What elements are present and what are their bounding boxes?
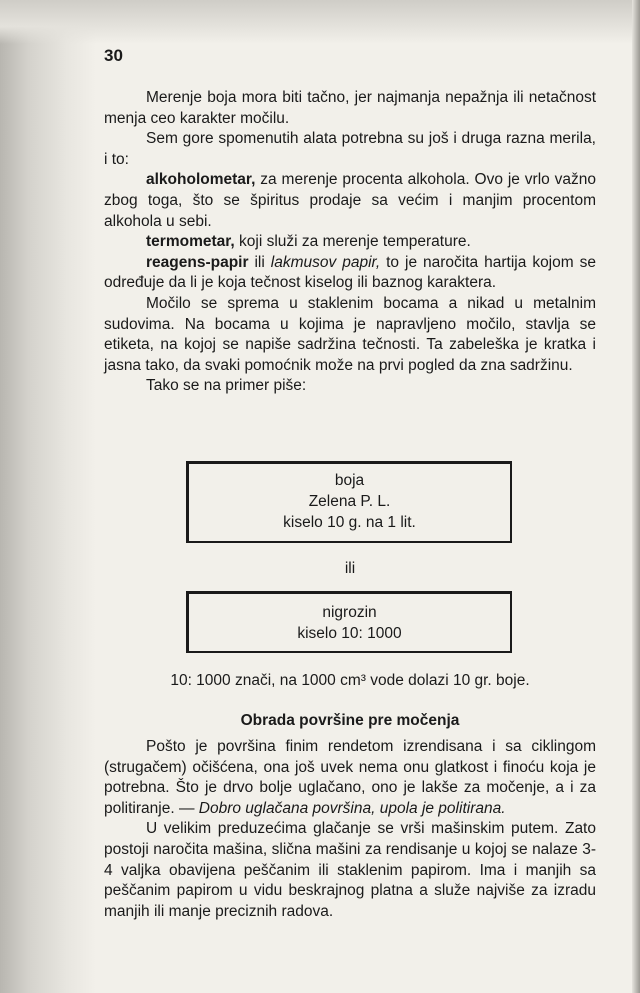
connector: ili <box>248 253 271 271</box>
term-alternate: lakmusov papir, <box>270 253 381 271</box>
text-block-1 <box>104 88 596 397</box>
label-example-1 <box>186 461 512 543</box>
label-example-2 <box>186 591 512 653</box>
scan-top-shadow <box>0 0 640 44</box>
definition: za merenje procenta alkohola. Ovo je vrlo važno zbog toga, što se špiritus prodaje sa većim i manjim procentom alkohola u sebi. <box>104 171 596 230</box>
label-line: boja <box>334 472 365 489</box>
paragraph-surface <box>104 737 596 819</box>
paragraph-text: Pošto je površina finim rendetom izrendisana i sa ciklingom (strugačem) očišćena, ona još uvek nema onu glatkost i finoću koja je potrebna. Što je drvo bolje uglačano, ono je lakše za močenje, a i za politiranje. — <box>104 738 596 817</box>
label-line: kiselo 10 g. na 1 lit. <box>283 514 416 531</box>
or-separator: ili <box>344 560 356 577</box>
paragraph: Tako se na primer piše: <box>146 377 307 395</box>
paragraph: U velikim preduzećima glačanje se vrši mašinskim putem. Zato postoji naročita mašina, slična mašini za rendisanje u kojoj se nalaze 3-4 valjka obavijena peščanim ili staklenim papirom. Ima i manjih sa peščanim papirom u vidu beskrajnog platna a služe najviše za izradu manjih ili manje preciznih radova. <box>104 820 596 920</box>
label-line: nigrozin <box>322 604 377 621</box>
term: termometar, <box>146 233 235 251</box>
ratio-explanation: 10: 1000 znači, na 1000 cm³ vode dolazi 10 gr. boje. <box>170 672 530 689</box>
paragraph-termometar <box>104 232 596 253</box>
label-line: kiselo 10: 1000 <box>297 625 402 642</box>
paragraph: Merenje boja mora biti tačno, jer najmanja nepažnja ili netačnost menja ceo karakter močilu. <box>104 89 596 127</box>
definition: koji služi za merenje temperature. <box>234 233 471 251</box>
book-spine-shadow <box>0 0 96 993</box>
label-line: Zelena P. L. <box>308 493 391 510</box>
paragraph: Sem gore spomenutih alata potrebna su još i druga razna merila, i to: <box>104 130 596 168</box>
paragraph-alkoholometar <box>104 170 596 232</box>
term: reagens-papir <box>146 253 249 271</box>
section-heading: Obrada površine pre močenja <box>240 712 460 729</box>
emphasis: Dobro uglačana površina, upola je politirana. <box>198 799 506 817</box>
text-block-2 <box>104 737 596 922</box>
term: alkoholometar, <box>146 171 256 189</box>
paragraph-reagens <box>104 253 596 294</box>
paragraph: Močilo se sprema u staklenim bocama a nikad u metalnim sudovima. Na bocama u kojima je napravljeno močilo, stavlja se etiketa, na kojoj se napiše sadržina tečnosti. Ta zabeleška je kratka i jasna tako, da svaki pomoćnik može na prvi pogled da zna sadržinu. <box>104 294 596 374</box>
page-number: 30 <box>104 46 123 65</box>
page-edge <box>632 0 640 993</box>
definition: to je naročita hartija kojom se određuje da li je koja tečnost kiselog ili baznog karaktera. <box>104 253 596 292</box>
